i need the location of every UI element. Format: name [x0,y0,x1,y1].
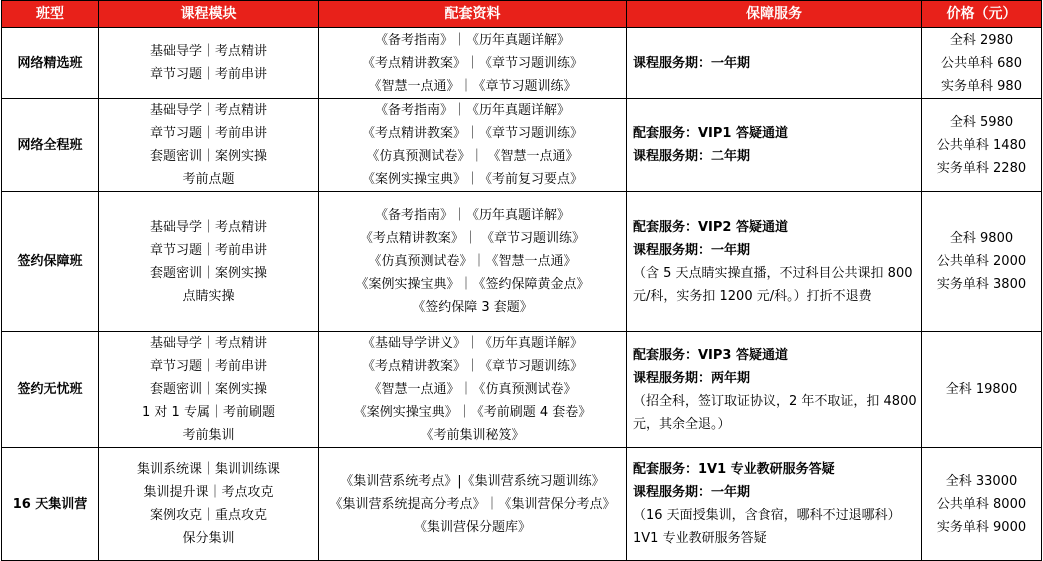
material-line: 《案例实操宝典》｜《签约保障黄金点》 [355,277,590,292]
module-line: 保分集训 [182,531,235,546]
module-line: 1 对 1 专属｜考前刷题 [142,405,275,420]
price-cell [922,332,1042,448]
service-cell [627,448,922,561]
module-line: 基础导学｜考点精讲 [149,219,267,235]
price-line: 公共单科 1480 [936,137,1027,153]
material-line: 《考点精讲教案》｜ 《章节习题训练》 [359,231,586,246]
module-line: 基础导学｜考点精讲 [149,103,267,118]
material-line: 《集训营系统提高分考点》｜《集训营保分考点》 [329,496,616,512]
module-line: 套题密训｜案例实操 [149,149,267,164]
service-line: 课程服务期：两年期 [633,370,751,386]
service-line: 课程服务期：二年期 [633,149,751,164]
materials-cell [319,448,627,561]
material-line: 《案例实操宝典》｜《考前刷题 4 套卷》 [353,405,592,420]
material-line: 《智慧一点通》｜《章节习题训练》 [368,78,577,94]
material-line: 《考点精讲教案》｜《章节习题训练》 [361,359,583,374]
table-row [2,332,1042,448]
class-name: 网络全程班 [2,99,99,192]
module-line: 章节习题｜考前串讲 [149,67,267,82]
service-line: 课程服务期：一年期 [633,485,751,500]
course-table [1,0,1042,561]
price-line: 实务单科 980 [941,78,1022,94]
material-line: 《考前集训秘笈》 [420,428,525,443]
materials-cell [319,192,627,332]
service-note: （16 天面授集训，含食宿，哪科不过退哪科） [633,508,901,523]
module-line: 套题密训｜案例实操 [149,265,267,281]
header-materials: 配套资料 [319,1,627,28]
price-line: 全科 5980 [949,114,1014,130]
service-cell [627,332,922,448]
module-line: 基础导学｜考点精讲 [149,336,267,351]
module-line: 点睛实操 [182,288,235,304]
table-row [2,99,1042,192]
materials-cell [319,99,627,192]
material-line: 《备考指南》｜《历年真题详解》 [374,32,570,48]
service-note: （含 5 天点睛实操直播，不过科目公共课扣 800 元/科，实务扣 1200 元/科。）打折不退费 [633,265,913,304]
price-line: 全科 2980 [949,32,1014,48]
material-line: 《集训营保分题库》 [413,519,531,535]
class-name: 16 天集训营 [2,448,99,561]
class-name: 网络精选班 [2,28,99,99]
price-line: 实务单科 9000 [936,519,1027,535]
material-line: 《考点精讲教案》｜《章节习题训练》 [361,55,583,71]
materials-cell [319,332,627,448]
header-price: 价格（元） [922,1,1042,28]
service-line: 配套服务：1V1 专业教研服务答疑 [633,462,835,477]
table-row [2,448,1042,561]
service-note: （招全科，签订取证协议，2 年不取证，扣 4800 元，其余全退。） [633,393,917,432]
service-cell [627,99,922,192]
module-line: 基础导学｜考点精讲 [149,44,267,59]
service-note: 1V1 专业教研服务答疑 [633,531,767,546]
price-cell [922,28,1042,99]
material-line: 《仿真预测试卷》｜《智慧一点通》 [368,254,577,269]
service-line: 课程服务期：一年期 [633,242,751,258]
price-cell [922,192,1042,332]
module-line: 案例攻克｜重点攻克 [149,508,267,523]
header-modules: 课程模块 [99,1,319,28]
module-line: 套题密训｜案例实操 [149,382,267,397]
service-cell [627,28,922,99]
module-line: 章节习题｜考前串讲 [149,359,267,374]
module-cell [99,28,319,99]
service-line: 配套服务：VIP1 答疑通道 [633,126,788,141]
header-service: 保障服务 [627,1,922,28]
module-cell [99,192,319,332]
price-line: 全科 9800 [949,231,1014,246]
material-line: 《案例实操宝典》｜《考前复习要点》 [361,172,583,187]
module-cell [99,448,319,561]
module-line: 考前集训 [182,428,235,443]
material-line: 《考点精讲教案》｜《章节习题训练》 [361,126,583,141]
material-line: 《备考指南》｜《历年真题详解》 [374,103,570,118]
material-line: 《签约保障 3 套题》 [412,300,533,315]
material-line: 《智慧一点通》｜《仿真预测试卷》 [368,382,577,397]
module-line: 集训系统课｜集训训练课 [136,462,280,477]
price-cell [922,99,1042,192]
price-line: 全科 33000 [945,473,1018,489]
materials-cell [319,28,627,99]
service-line: 课程服务期：一年期 [633,55,751,71]
module-line: 章节习题｜考前串讲 [149,242,267,258]
service-line: 配套服务：VIP2 答疑通道 [633,219,788,235]
price-cell [922,448,1042,561]
module-line: 章节习题｜考前串讲 [149,126,267,141]
material-line: 《基础导学讲义》｜《历年真题详解》 [361,336,583,351]
price-line: 公共单科 680 [941,55,1022,71]
module-line: 考前点题 [182,172,235,187]
table-row [2,192,1042,332]
header-row [2,1,1042,28]
material-line: 《集训营系统考点》|《集训营系统习题训练》 [340,473,605,489]
material-line: 《仿真预测试卷》｜ 《智慧一点通》 [366,149,579,164]
header-class: 班型 [2,1,99,28]
material-line: 《备考指南》｜《历年真题详解》 [374,208,570,223]
class-name: 签约保障班 [2,192,99,332]
price-line: 公共单科 8000 [936,496,1027,512]
module-line: 集训提升课｜考点攻克 [143,485,274,500]
module-cell [99,332,319,448]
price-line: 实务单科 2280 [936,160,1027,176]
service-cell [627,192,922,332]
class-name: 签约无忧班 [2,332,99,448]
price-line: 全科 19800 [945,382,1018,397]
module-cell [99,99,319,192]
table-row [2,28,1042,99]
price-line: 实务单科 3800 [936,277,1027,292]
service-line: 配套服务：VIP3 答疑通道 [633,347,788,363]
price-line: 公共单科 2000 [936,254,1027,269]
